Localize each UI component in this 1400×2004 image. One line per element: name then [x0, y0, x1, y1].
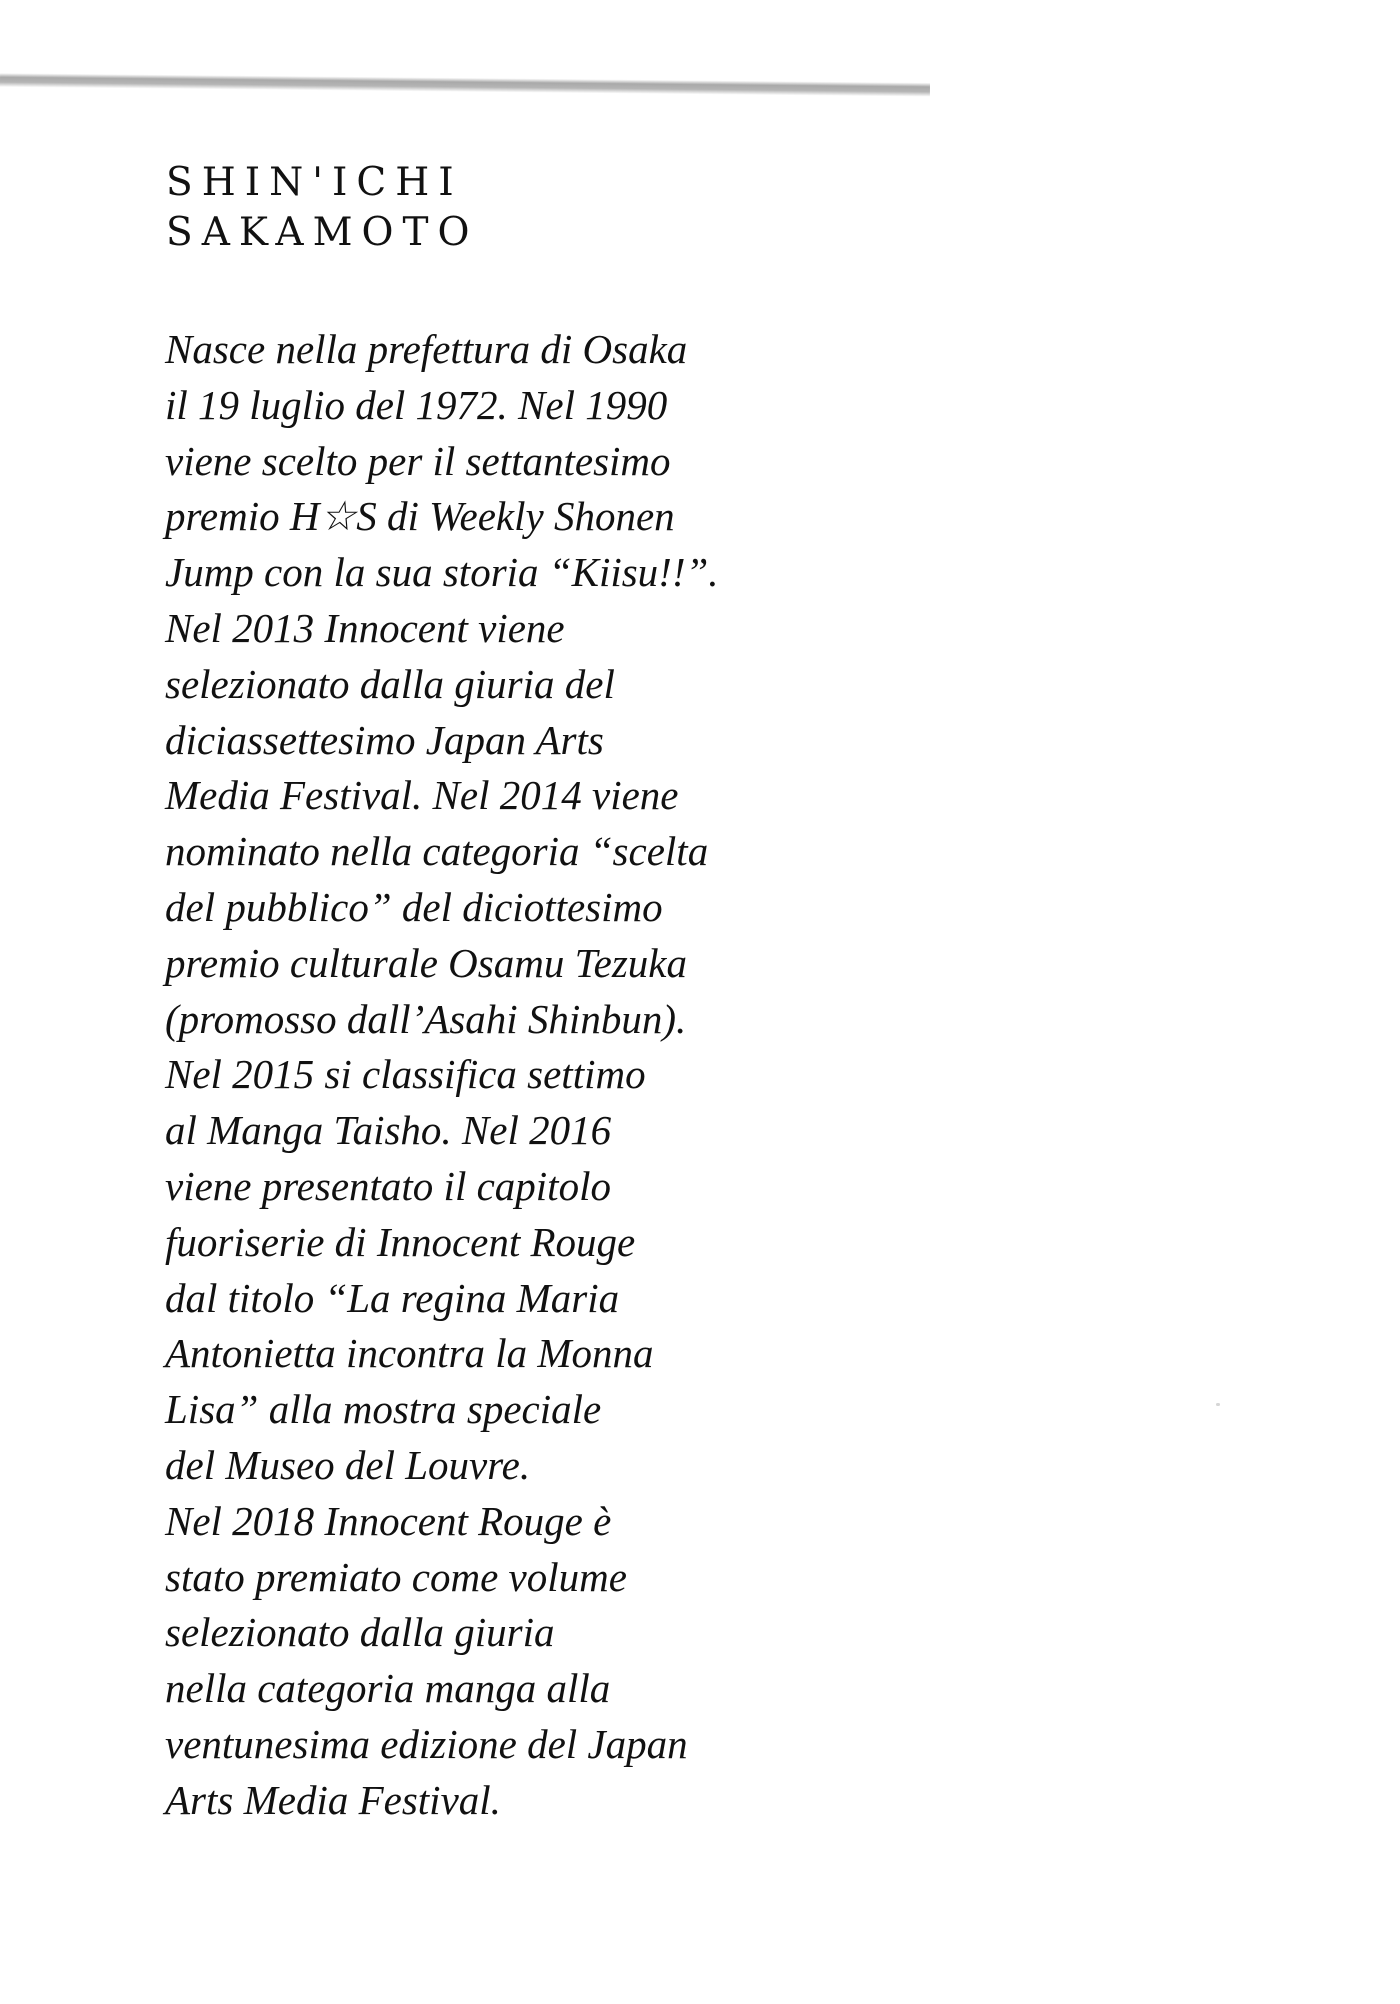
bio-line: viene presentato il capitolo: [165, 1162, 611, 1209]
scan-speck: [1216, 1403, 1220, 1406]
author-name-line-1: SHIN'ICHI: [166, 160, 463, 205]
bio-line: al Manga Taisho. Nel 2016: [165, 1107, 612, 1154]
bio-line: Lisa” alla mostra speciale: [165, 1386, 602, 1433]
bio-line: nella categoria manga alla: [165, 1665, 611, 1712]
bio-line: Nel 2015 si classifica settimo: [165, 1051, 646, 1098]
bio-line: Nel 2018 Innocent Rouge è: [165, 1497, 612, 1544]
bio-line: del pubblico” del diciottesimo: [165, 883, 663, 930]
bio-line: selezionato dalla giuria del: [165, 660, 615, 707]
author-biography: [165, 322, 719, 1829]
bio-line: nominato nella categoria “scelta: [165, 828, 709, 875]
bio-line: dal titolo “La regina Maria: [165, 1274, 620, 1321]
bio-line: premio culturale Osamu Tezuka: [165, 939, 687, 986]
author-name-heading: [166, 158, 479, 258]
bio-line: Media Festival. Nel 2014 viene: [165, 772, 679, 819]
top-scan-rule: [0, 73, 930, 97]
bio-line: il 19 luglio del 1972. Nel 1990: [165, 381, 668, 428]
bio-line: ventunesima edizione del Japan: [165, 1720, 688, 1767]
bio-line: stato premiato come volume: [165, 1553, 627, 1600]
bio-line: fuoriserie di Innocent Rouge: [165, 1218, 636, 1265]
bio-line: viene scelto per il settantesimo: [165, 437, 671, 484]
bio-line: del Museo del Louvre.: [165, 1441, 531, 1488]
bio-line: Antonietta incontra la Monna: [165, 1330, 654, 1377]
bio-line: Arts Media Festival.: [165, 1776, 501, 1823]
bio-line: Nasce nella prefettura di Osaka: [165, 326, 688, 372]
author-name-line-2: SAKAMOTO: [166, 210, 479, 255]
bio-line: (promosso dall’Asahi Shinbun).: [165, 995, 687, 1042]
bio-line: selezionato dalla giuria: [165, 1609, 555, 1656]
bio-line: Jump con la sua storia “Kiisu!!”.: [165, 549, 719, 596]
bio-line: diciassettesimo Japan Arts: [165, 716, 604, 763]
bio-line: Nel 2013 Innocent viene: [165, 604, 565, 651]
bio-line: premio H☆S di Weekly Shonen: [165, 493, 675, 540]
